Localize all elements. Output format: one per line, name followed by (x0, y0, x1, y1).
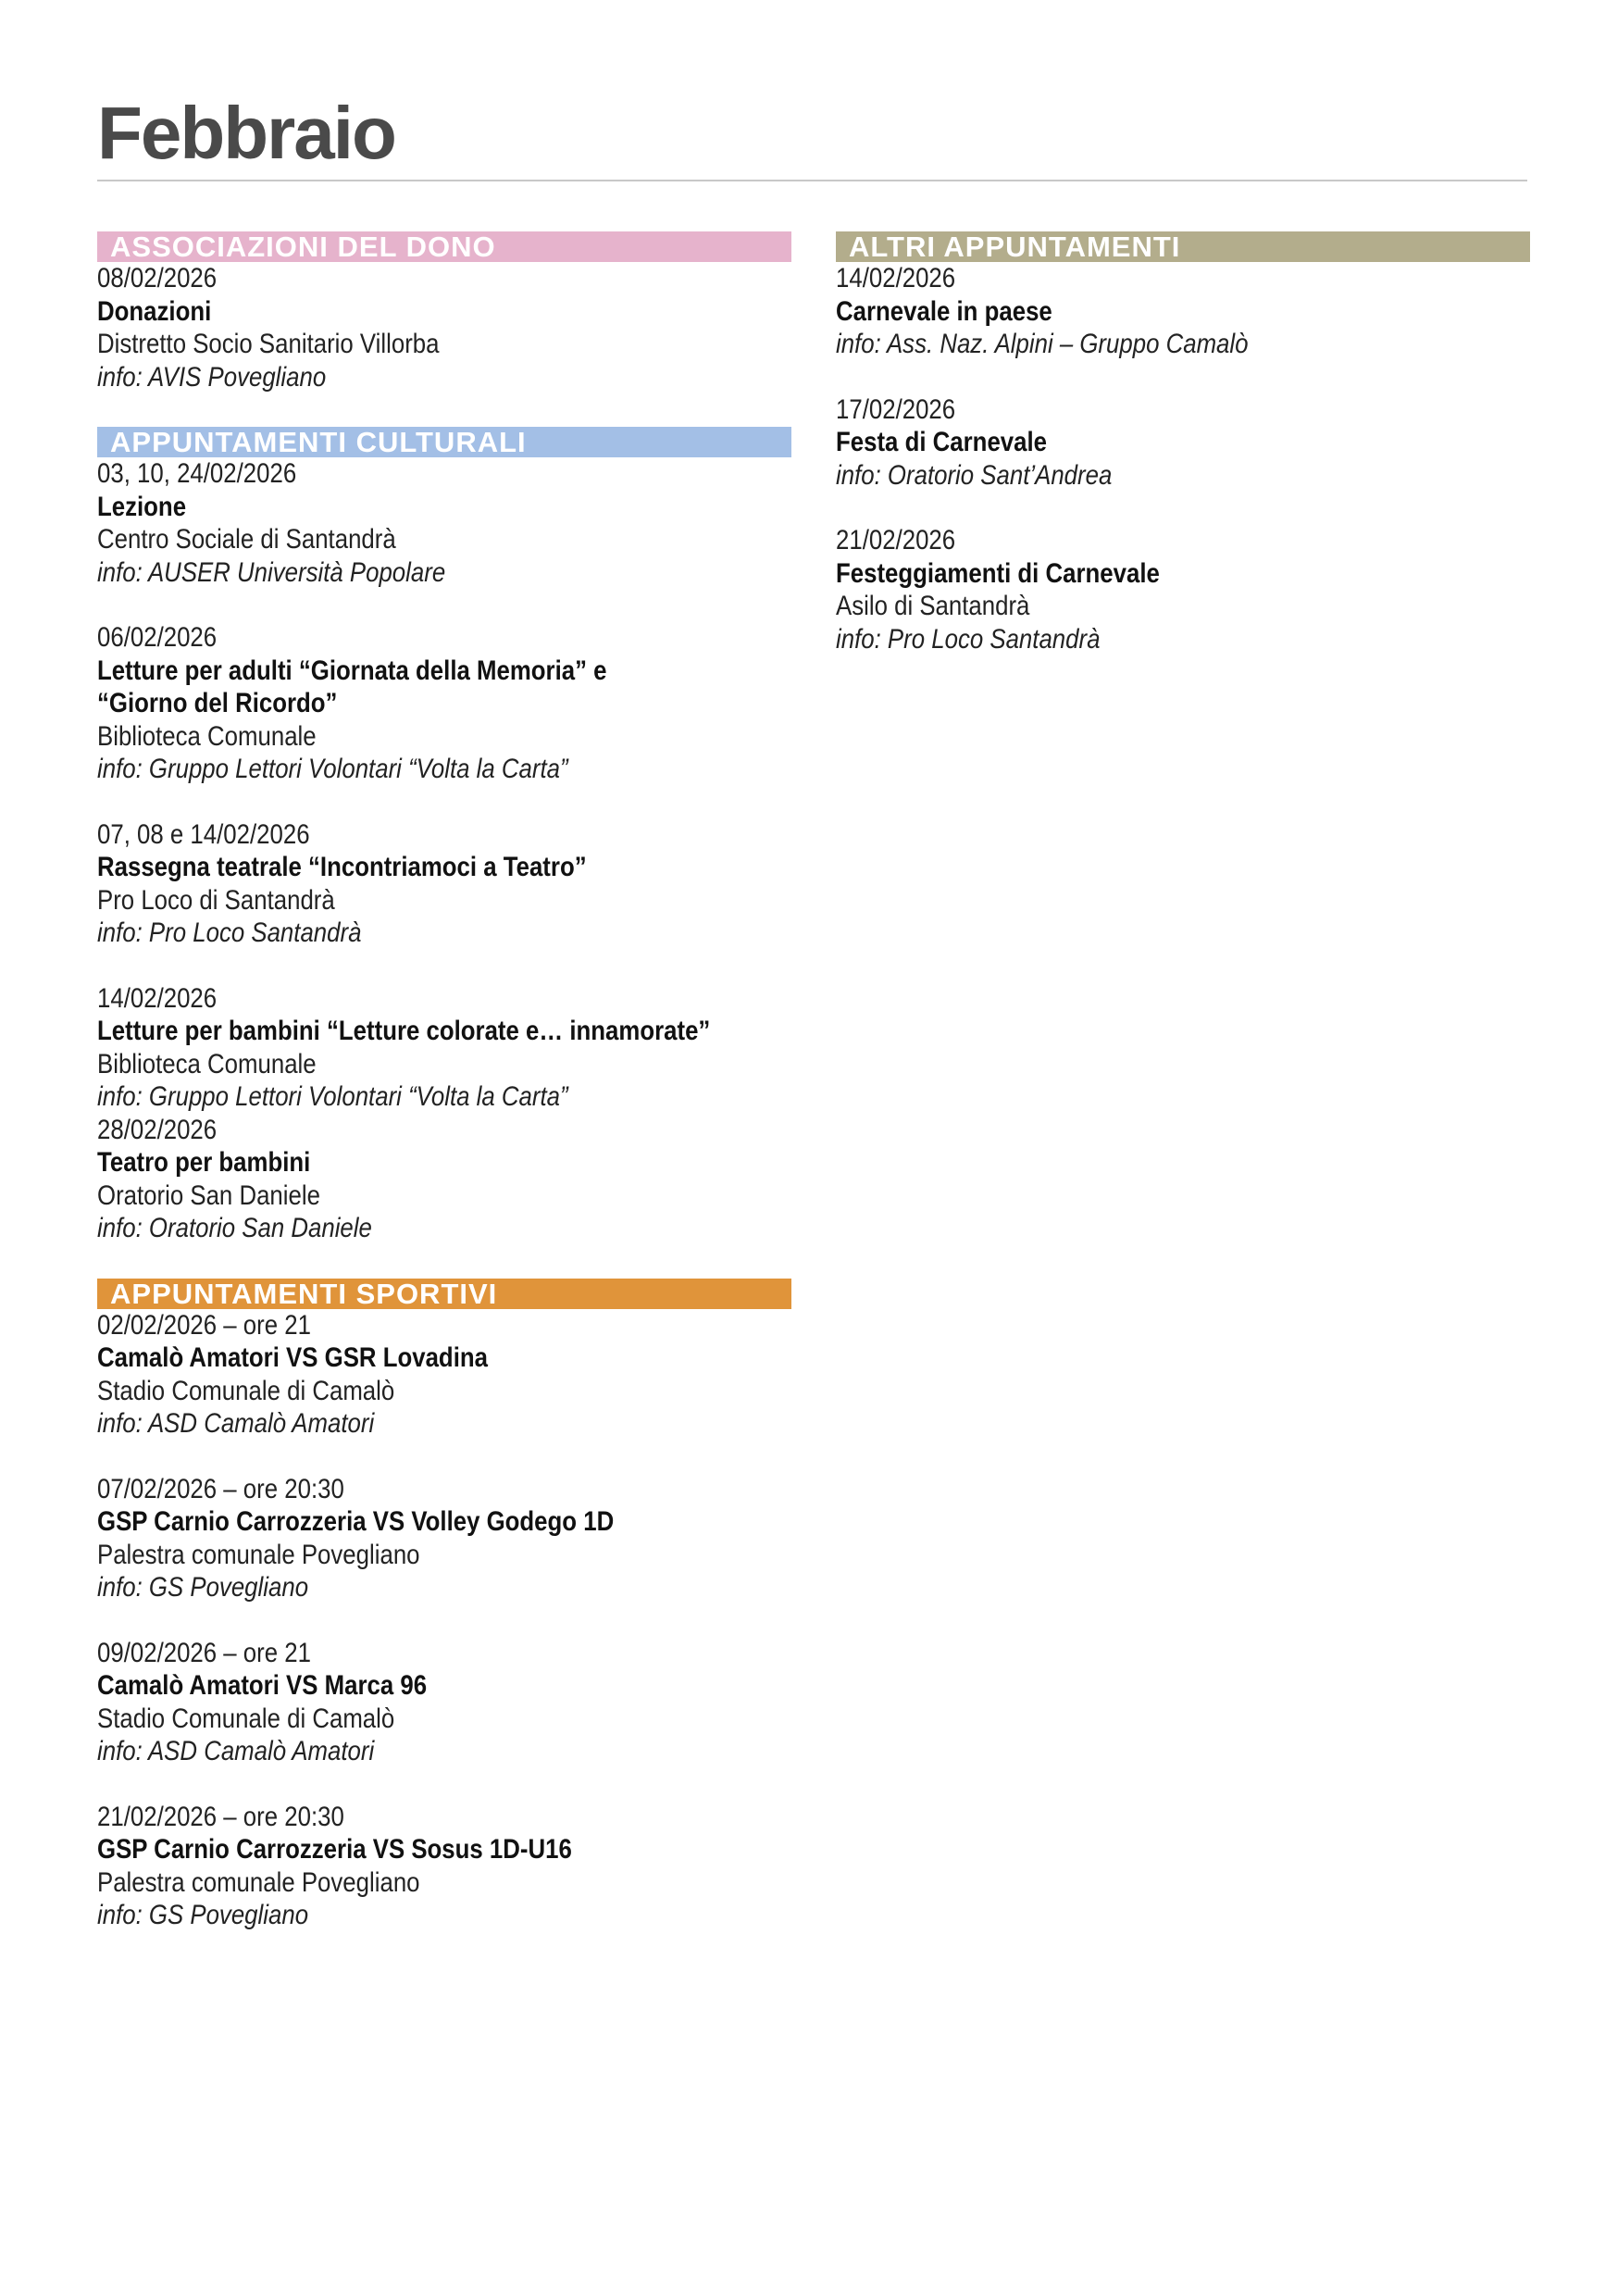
event-item (836, 262, 1530, 361)
section-header: APPUNTAMENTI CULTURALI (97, 427, 791, 457)
event-name: Teatro per bambini (97, 1147, 311, 1178)
event-info: info: ASD Camalò Amatori (97, 1408, 375, 1439)
event-info: info: Gruppo Lettori Volontari “Volta la Carta” (97, 1081, 568, 1112)
event-name: Camalò Amatori VS GSR Lovadina (97, 1342, 488, 1373)
event-name: Letture per adulti “Giornata della Memoria” e (97, 655, 607, 686)
event-item (97, 818, 791, 950)
event-name: Camalò Amatori VS Marca 96 (97, 1670, 428, 1701)
event-name: GSP Carnio Carrozzeria VS Sosus 1D-U16 (97, 1834, 572, 1865)
event-item (97, 982, 791, 1114)
event-venue: Pro Loco di Santandrà (97, 884, 335, 916)
section-header: ALTRI APPUNTAMENTI (836, 231, 1530, 262)
event-name: Lezione (97, 491, 187, 522)
event-info: info: AVIS Povegliano (97, 361, 327, 393)
section-header: ASSOCIAZIONI DEL DONO (97, 231, 791, 262)
event-info: info: AUSER Università Popolare (97, 556, 446, 588)
event-date: 03, 10, 24/02/2026 (97, 458, 297, 489)
event-item (97, 1309, 791, 1441)
event-venue: Stadio Comunale di Camalò (97, 1703, 395, 1734)
event-venue: Biblioteca Comunale (97, 720, 317, 752)
event-name: GSP Carnio Carrozzeria VS Volley Godego 1D (97, 1506, 615, 1537)
event-item (97, 1473, 791, 1604)
event-name: Festeggiamenti di Carnevale (836, 557, 1160, 589)
event-name: Carnevale in paese (836, 295, 1052, 327)
event-name: Letture per bambini “Letture colorate e… innamorate” (97, 1016, 711, 1046)
event-name: Rassegna teatrale “Incontriamoci a Teatro” (97, 852, 587, 882)
event-name: Donazioni (97, 295, 212, 327)
event-item (97, 457, 791, 589)
event-venue: Stadio Comunale di Camalò (97, 1375, 395, 1406)
section-appuntamenti-sportivi (97, 1279, 791, 1932)
event-item (97, 1637, 791, 1768)
event-info: info: Ass. Naz. Alpini – Gruppo Camalò (836, 329, 1249, 359)
event-info: info: Oratorio Sant’Andrea (836, 459, 1113, 491)
right-column (836, 231, 1530, 689)
event-venue: Centro Sociale di Santandrà (97, 524, 396, 555)
event-name: Festa di Carnevale (836, 427, 1048, 457)
event-item (97, 1801, 791, 1932)
event-date: 17/02/2026 (836, 393, 956, 425)
event-name: “Giorno del Ricordo” (97, 688, 338, 718)
event-date: 06/02/2026 (97, 622, 218, 653)
event-date: 07/02/2026 – ore 20:30 (97, 1473, 344, 1504)
event-item (97, 621, 791, 786)
event-item (97, 1114, 791, 1245)
event-info: info: GS Povegliano (97, 1900, 309, 1930)
title-divider (97, 180, 1527, 181)
event-info: info: ASD Camalò Amatori (97, 1736, 375, 1766)
event-date: 14/02/2026 (97, 982, 218, 1014)
page-title: Febbraio (97, 92, 395, 174)
event-venue: Distretto Socio Sanitario Villorba (97, 329, 440, 359)
event-info: info: Gruppo Lettori Volontari “Volta la Carta” (97, 754, 568, 784)
section-associazioni-del-dono (97, 231, 791, 393)
event-info: info: GS Povegliano (97, 1572, 309, 1603)
section-altri-appuntamenti (836, 231, 1530, 655)
event-date: 28/02/2026 (97, 1114, 218, 1145)
event-date: 09/02/2026 – ore 21 (97, 1637, 311, 1668)
event-item (97, 262, 791, 393)
left-column (97, 231, 791, 1965)
event-date: 08/02/2026 (97, 263, 218, 293)
event-item (836, 524, 1530, 655)
event-date: 07, 08 e 14/02/2026 (97, 818, 310, 850)
event-item (836, 393, 1530, 493)
event-venue: Oratorio San Daniele (97, 1179, 320, 1211)
event-venue: Palestra comunale Povegliano (97, 1866, 420, 1898)
event-venue: Biblioteca Comunale (97, 1048, 317, 1079)
section-appuntamenti-culturali (97, 427, 791, 1245)
event-date: 21/02/2026 (836, 525, 956, 555)
event-venue: Palestra comunale Povegliano (97, 1539, 420, 1570)
event-info: info: Pro Loco Santandrà (836, 623, 1101, 655)
event-info: info: Oratorio San Daniele (97, 1213, 372, 1243)
event-info: info: Pro Loco Santandrà (97, 917, 362, 948)
event-venue: Asilo di Santandrà (836, 591, 1030, 621)
event-date: 21/02/2026 – ore 20:30 (97, 1801, 344, 1832)
event-date: 14/02/2026 (836, 263, 956, 293)
event-date: 02/02/2026 – ore 21 (97, 1309, 311, 1341)
section-header: APPUNTAMENTI SPORTIVI (97, 1279, 791, 1309)
